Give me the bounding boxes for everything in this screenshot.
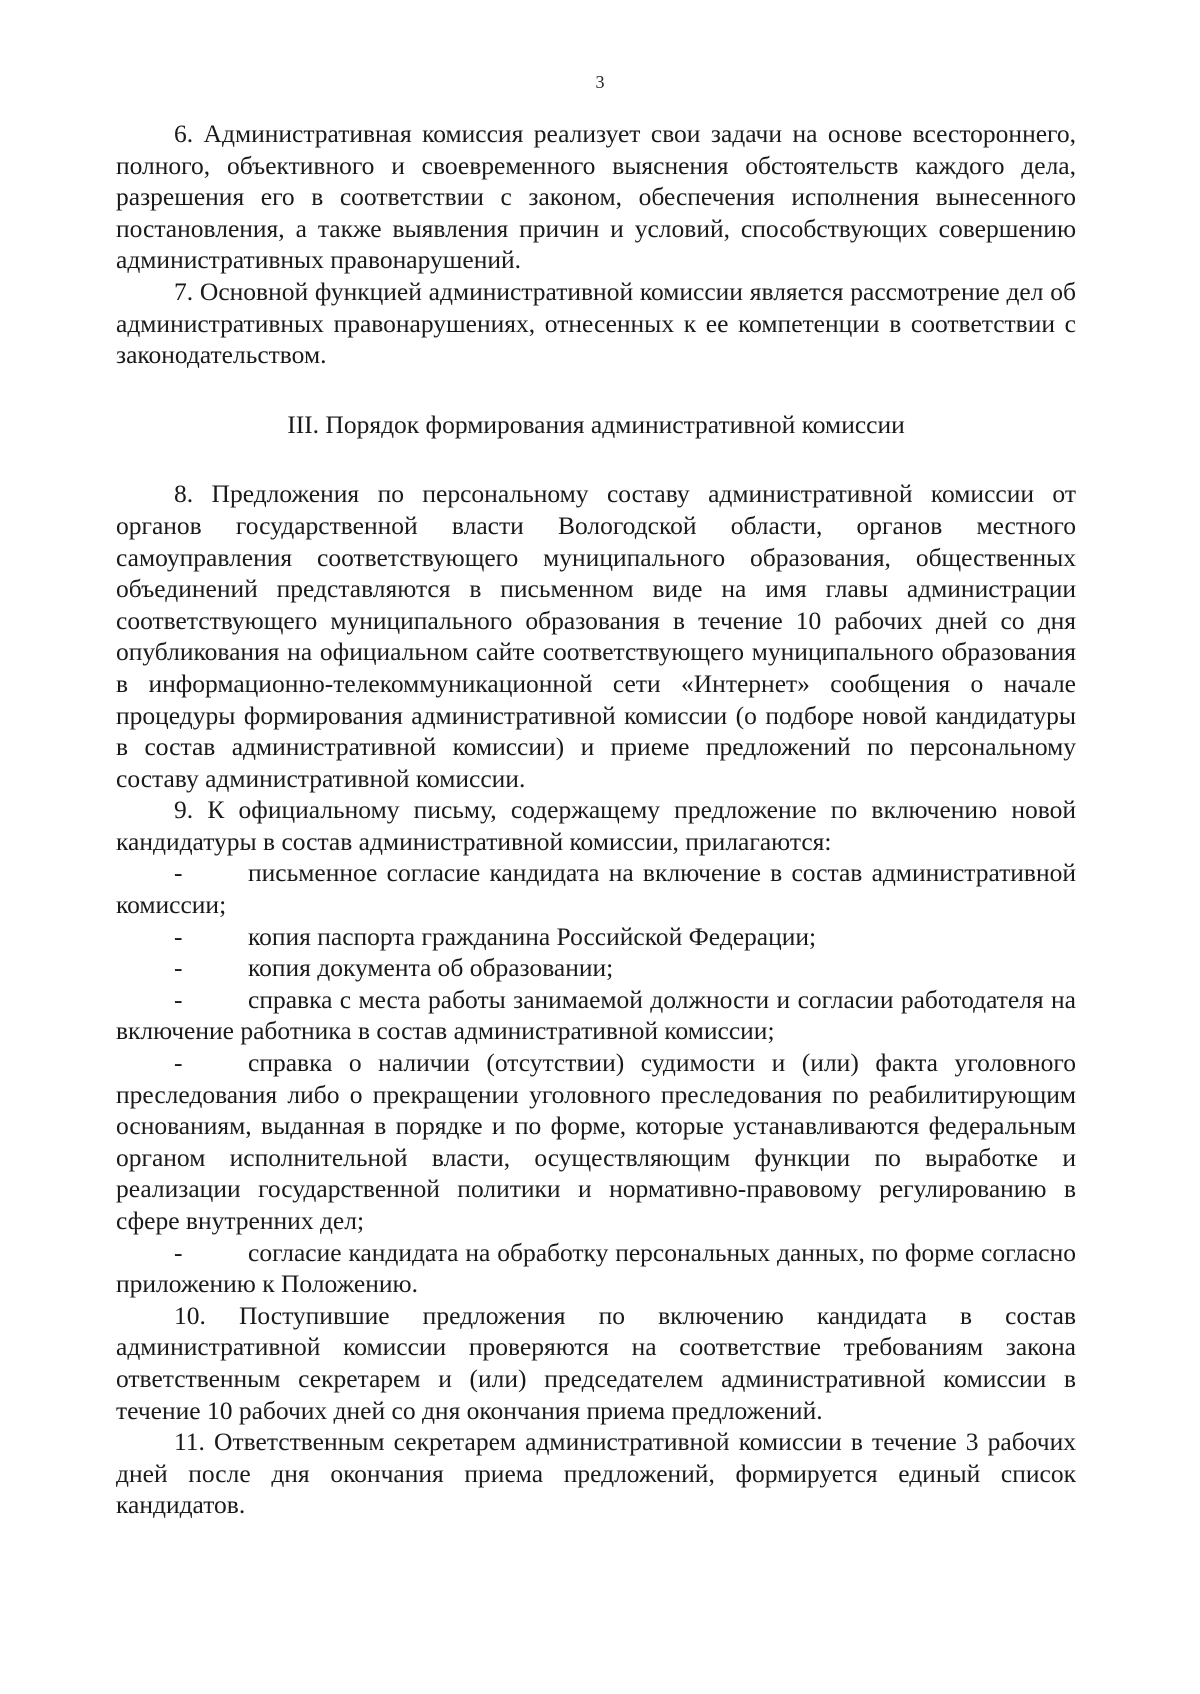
paragraph-8: 8. Предложения по персональному составу административной комиссии от органов государственной власти Вологодской области, органов местного самоуправления соответствующего муниципального образования, общественных объединений представляются в письменном виде на имя главы администрации соответствующего муниципального образования в течение 10 рабочих дней со дня опубликования на официальном сайте соответствующего муниципального образования в информационно-телекоммуникационной сети «Интернет» сообщения о начале процедуры формирования административной комиссии (о подборе новой кандидатуры в состав административной комиссии) и приеме предложений по персональному составу административной комиссии. [116, 479, 1076, 793]
dash-marker: - [174, 1237, 183, 1267]
list-item-text: копия паспорта гражданина Российской Федерации; [248, 921, 817, 951]
list-item-text: справка с места работы занимаемой должности и согласии работодателя на включение работника в состав административной комиссии; [116, 984, 1076, 1046]
dash-marker: - [174, 984, 183, 1014]
list-item [116, 952, 1076, 984]
list-item-text: письменное согласие кандидата на включение в состав административной комиссии; [116, 858, 1076, 920]
list-item [116, 921, 1076, 953]
paragraph-6: 6. Административная комиссия реализует свои задачи на основе всестороннего, полного, объективного и своевременного выяснения обстоятельств каждого дела, разрешения его в соответствии с законом, обеспечения исполнения вынесенного постановления, а также выявления причин и условий, способствующих совершению административных правонарушений. [116, 119, 1076, 275]
list-item [116, 984, 1076, 1047]
list-item-text: справка о наличии (отсутствии) судимости и (или) факта уголовного преследования либо о прекращении уголовного преследования по реабилитирующим основаниям, выданная в порядке и по форме, которые устанавливаются федеральным органом исполнительной власти, осуществляющим функции по выработке и реализации государственной политики и нормативно-правовому регулированию в сфере внутренних дел; [116, 1048, 1076, 1235]
section-title: III. Порядок формирования административной комиссии [287, 409, 905, 439]
paragraph-7: 7. Основной функцией административной комиссии является рассмотрение дел об административных правонарушениях, отнесенных к ее компетенции в соответствии с законодательством. [116, 276, 1076, 370]
dash-marker: - [174, 953, 183, 983]
paragraph-11: 11. Ответственным секретарем административной комиссии в течение 3 рабочих дней после дня окончания приема предложений, формируется единый список кандидатов. [116, 1427, 1076, 1520]
list-item-text: копия документа об образовании; [248, 953, 614, 983]
list-item [116, 857, 1076, 920]
page-number: 3 [595, 72, 605, 92]
document-body [116, 118, 1076, 1521]
dash-marker: - [174, 858, 183, 888]
list-item [116, 1237, 1076, 1300]
list-item [116, 1047, 1076, 1237]
list-item-text: согласие кандидата на обработку персональных данных, по форме согласно приложению к Положению. [116, 1237, 1076, 1299]
dash-marker: - [174, 1048, 183, 1078]
dash-marker: - [174, 921, 183, 951]
paragraph-9: 9. К официальному письму, содержащему предложение по включению новой кандидатуры в состав административной комиссии, прилагаются: [116, 795, 1076, 856]
paragraph-10: 10. Поступившие предложения по включению кандидата в состав административной комиссии проверяются на соответствие требованиям закона ответственным секретарем и (или) председателем административной комиссии в течение 10 рабочих дней со дня окончания приема предложений. [116, 1300, 1076, 1425]
